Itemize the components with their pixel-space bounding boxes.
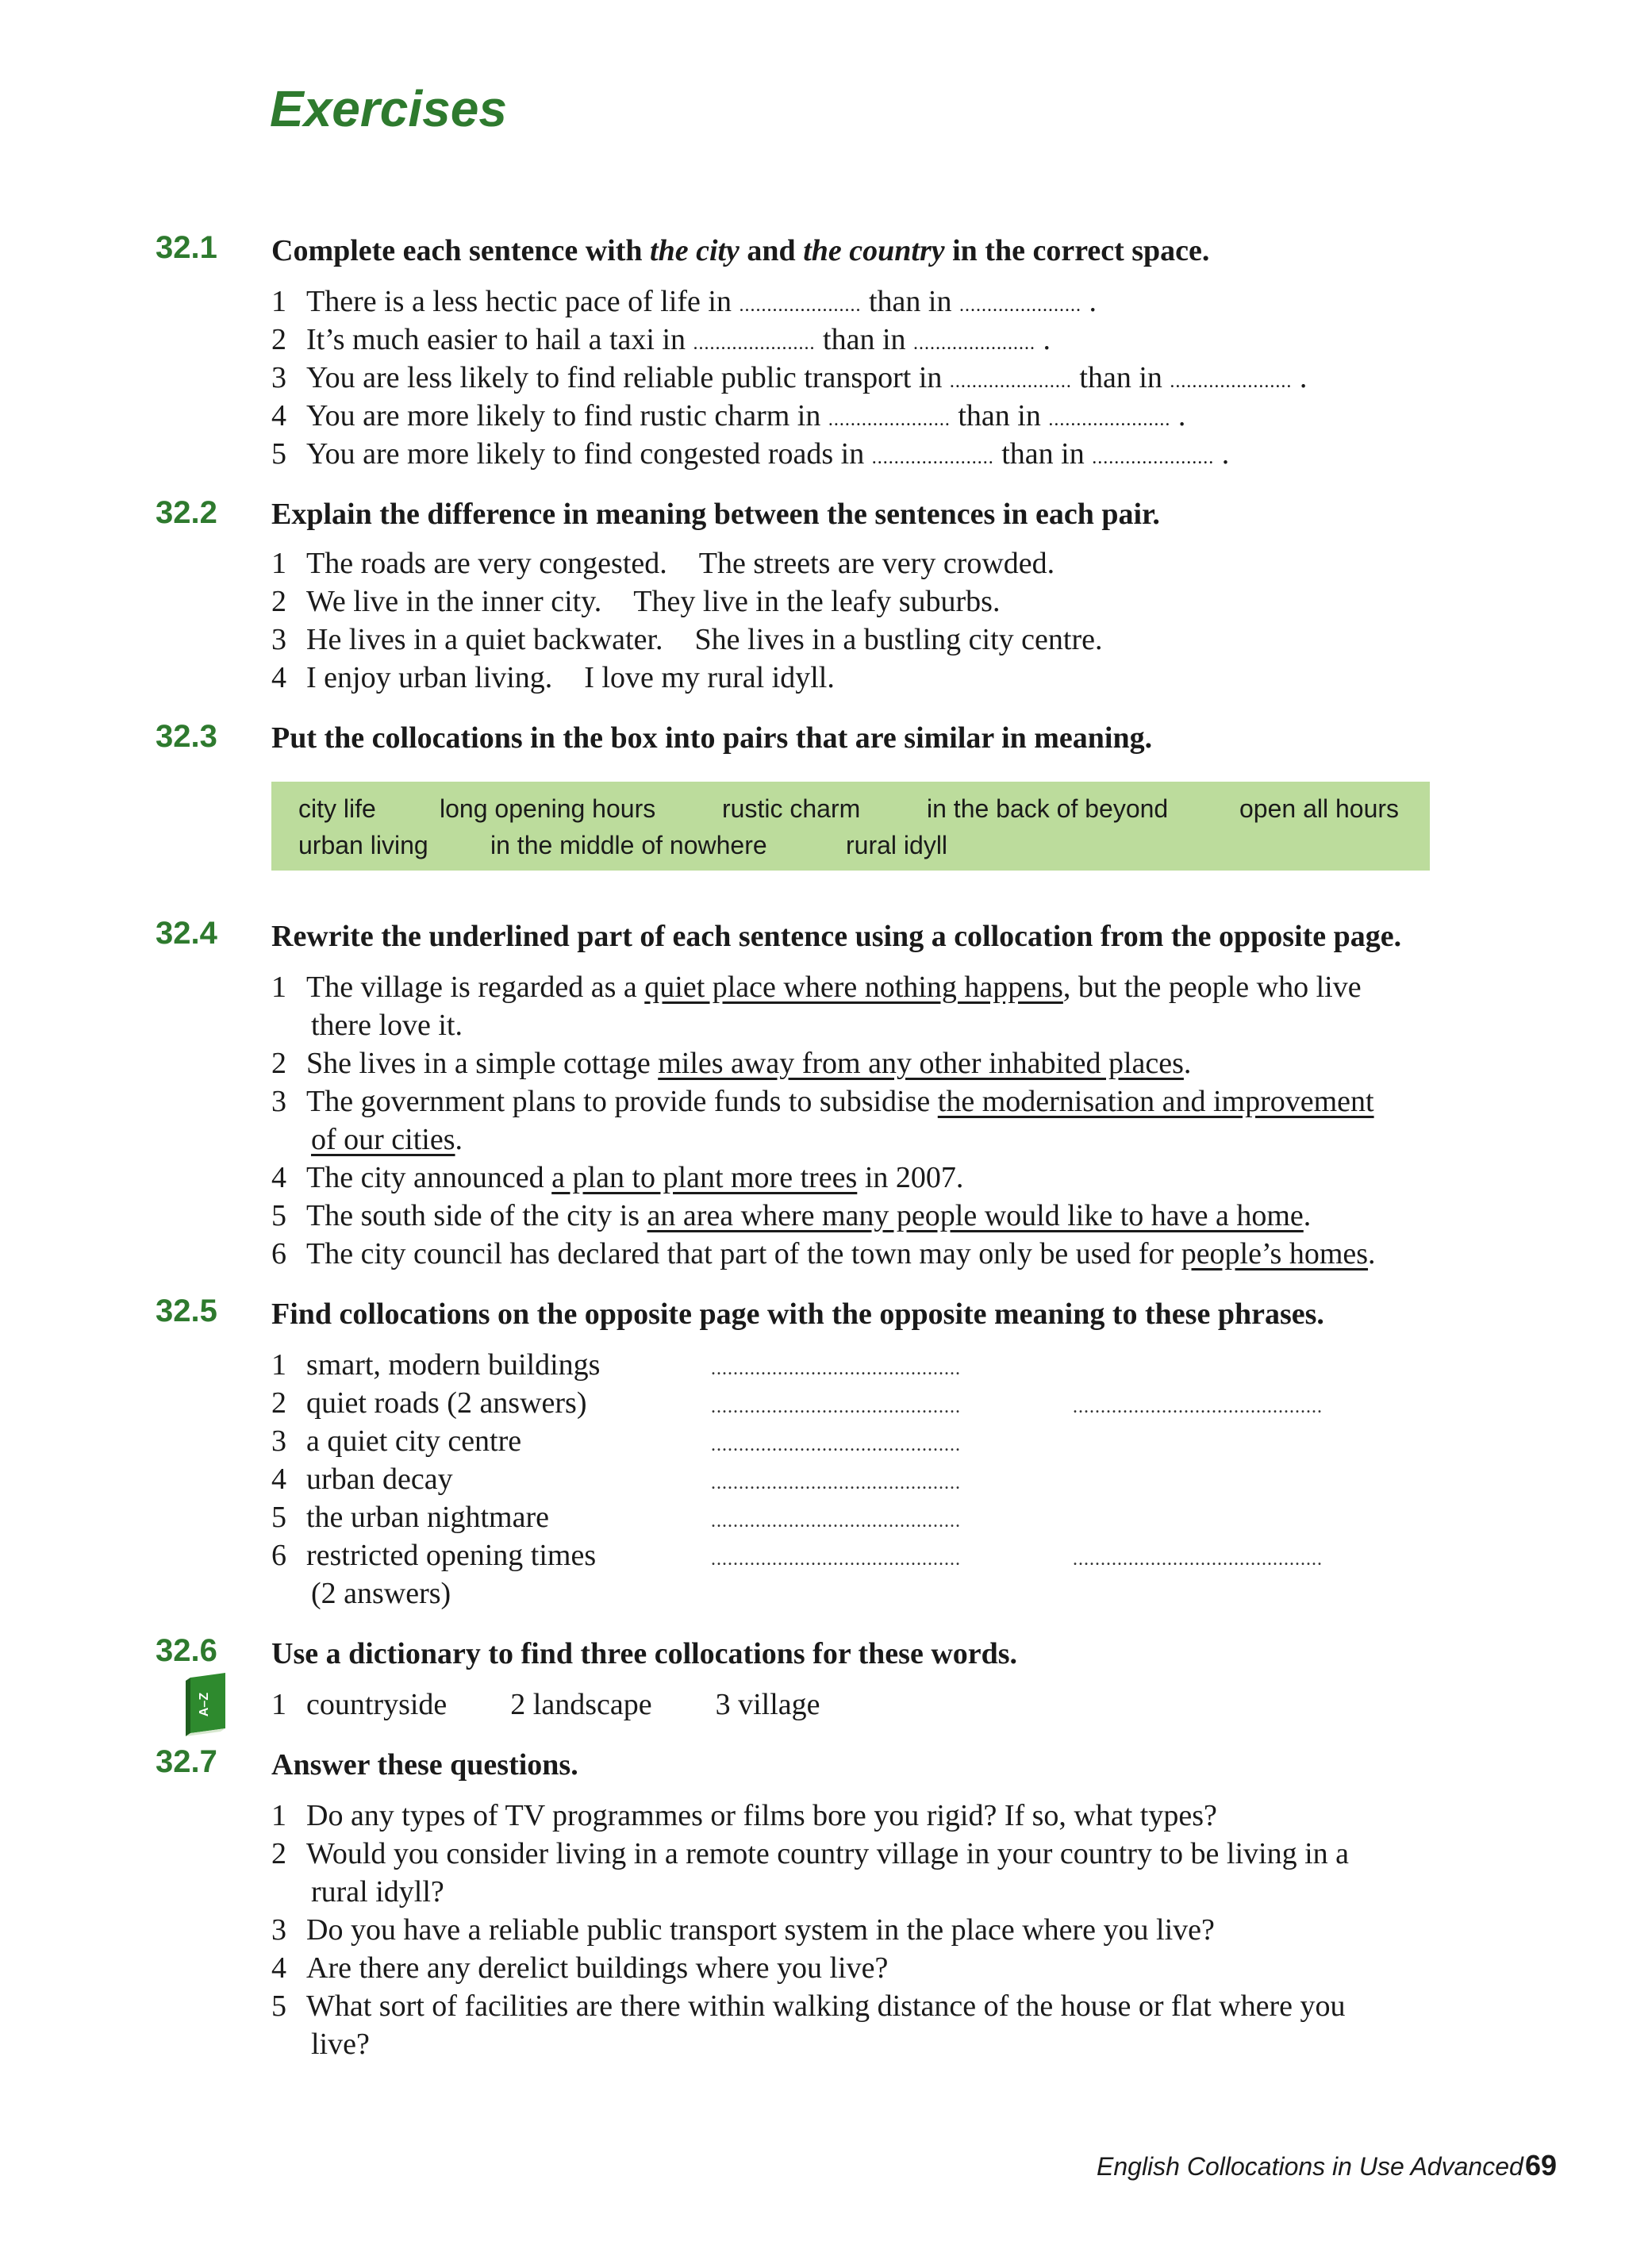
exercise-item: 5 You are more likely to find congested roads in ...................... than in ...................... . [271, 437, 1230, 471]
exercise-item: 4 I enjoy urban living. I love my rural idyll. [271, 661, 835, 694]
exercise-item: 3 He lives in a quiet backwater. She lives in a bustling city centre. [271, 623, 1103, 656]
exercise-item: 6 The city council has declared that part of the town may only be used for people’s homes. [271, 1237, 1376, 1270]
answer-blank[interactable]: ............................................. [711, 1435, 961, 1455]
exercise-item: 2 We live in the inner city. They live in the leafy suburbs. [271, 585, 1001, 618]
exercise-number: 32.5 [156, 1294, 217, 1328]
exercise-item: 3 a quiet city centre [271, 1424, 522, 1458]
exercise-item: 5 What sort of facilities are there within walking distance of the house or flat where you [271, 1989, 1346, 2023]
exercise-item: 1 Do any types of TV programmes or films bore you rigid? If so, what types? [271, 1799, 1217, 1832]
exercise-item-continuation: rural idyll? [311, 1875, 444, 1909]
exercise-number: 32.3 [156, 719, 217, 754]
exercise-instruction: Rewrite the underlined part of each sentence using a collocation from the opposite page. [271, 920, 1402, 953]
exercise-item: 6 restricted opening times [271, 1539, 597, 1572]
exercise-item: 2 She lives in a simple cottage miles away from any other inhabited places. [271, 1047, 1192, 1080]
exercise-instruction: Put the collocations in the box into pairs that are similar in meaning. [271, 721, 1153, 755]
exercise-item: 1 countryside 2 landscape 3 village [271, 1688, 820, 1721]
collocation: city life [298, 794, 376, 823]
exercise-item-continuation: (2 answers) [311, 1577, 451, 1610]
answer-blank[interactable]: ............................................. [1073, 1549, 1323, 1570]
exercise-item: 5 the urban nightmare [271, 1501, 550, 1534]
collocation: rustic charm [722, 794, 861, 823]
exercise-item-continuation: live? [311, 2028, 370, 2061]
collocation: long opening hours [440, 794, 656, 823]
exercise-item-continuation: of our cities. [311, 1123, 463, 1156]
exercise-item: 1 smart, modern buildings [271, 1348, 601, 1382]
exercise-item: 2 Would you consider living in a remote country village in your country to be living in a [271, 1837, 1350, 1870]
exercise-number: 32.2 [156, 495, 217, 530]
exercise-item: 4 You are more likely to find rustic charm in ...................... than in ...................... . [271, 399, 1186, 432]
collocation-box [271, 782, 1430, 871]
exercise-item: 4 The city announced a plan to plant more trees in 2007. [271, 1161, 964, 1194]
exercise-item: 2 It’s much easier to hail a taxi in ...................... than in ...................... . [271, 323, 1051, 356]
collocation: rural idyll [846, 831, 948, 859]
answer-blank[interactable]: ............................................. [1073, 1397, 1323, 1417]
exercise-item: 3 Do you have a reliable public transport system in the place where you live? [271, 1913, 1215, 1947]
page-number: 69 [1525, 2149, 1558, 2182]
exercise-number: 32.4 [156, 916, 217, 951]
exercise-item: 1 There is a less hectic pace of life in ...................... than in ...................... . [271, 285, 1097, 318]
answer-blank[interactable]: ............................................. [711, 1359, 961, 1379]
collocation: open all hours [1239, 794, 1400, 823]
exercise-item: 4 Are there any derelict buildings where you live? [271, 1951, 889, 1985]
exercise-number: 32.7 [156, 1744, 217, 1779]
collocation: in the middle of nowhere [490, 831, 767, 859]
collocation: in the back of beyond [927, 794, 1169, 823]
exercise-item: 3 You are less likely to find reliable public transport in ...................... than in ...................... . [271, 361, 1308, 394]
exercise-item-continuation: there love it. [311, 1009, 463, 1042]
book-title-footer: English Collocations in Use Advanced [1097, 2152, 1523, 2181]
exercise-instruction: Use a dictionary to find three collocations for these words. [271, 1637, 1018, 1670]
exercise-item: 2 quiet roads (2 answers) [271, 1386, 587, 1420]
exercise-instruction: Explain the difference in meaning between the sentences in each pair. [271, 498, 1160, 531]
exercise-instruction: Find collocations on the opposite page with the opposite meaning to these phrases. [271, 1297, 1324, 1331]
exercise-item: 5 The south side of the city is an area where many people would like to have a home. [271, 1199, 1312, 1232]
answer-blank[interactable]: ............................................. [711, 1549, 961, 1570]
dictionary-icon [182, 1673, 229, 1738]
page-title: Exercises [270, 80, 507, 137]
exercise-item: 1 The roads are very congested. The streets are very crowded. [271, 547, 1055, 580]
exercise-instruction: Complete each sentence with the city and the country in the correct space. [271, 234, 1210, 267]
svg-text:A–Z: A–Z [198, 1692, 211, 1717]
answer-blank[interactable]: ............................................. [711, 1473, 961, 1493]
answer-blank[interactable]: ............................................. [711, 1511, 961, 1532]
exercise-item: 4 urban decay [271, 1463, 453, 1496]
exercise-item: 3 The government plans to provide funds to subsidise the modernisation and improvement [271, 1085, 1374, 1118]
exercise-number: 32.1 [156, 230, 217, 265]
answer-blank[interactable]: ............................................. [711, 1397, 961, 1417]
collocation: urban living [298, 831, 428, 859]
exercise-item: 1 The village is regarded as a quiet place where nothing happens, but the people who live [271, 971, 1362, 1004]
exercise-instruction: Answer these questions. [271, 1748, 578, 1782]
exercise-number: 32.6 [156, 1633, 217, 1668]
